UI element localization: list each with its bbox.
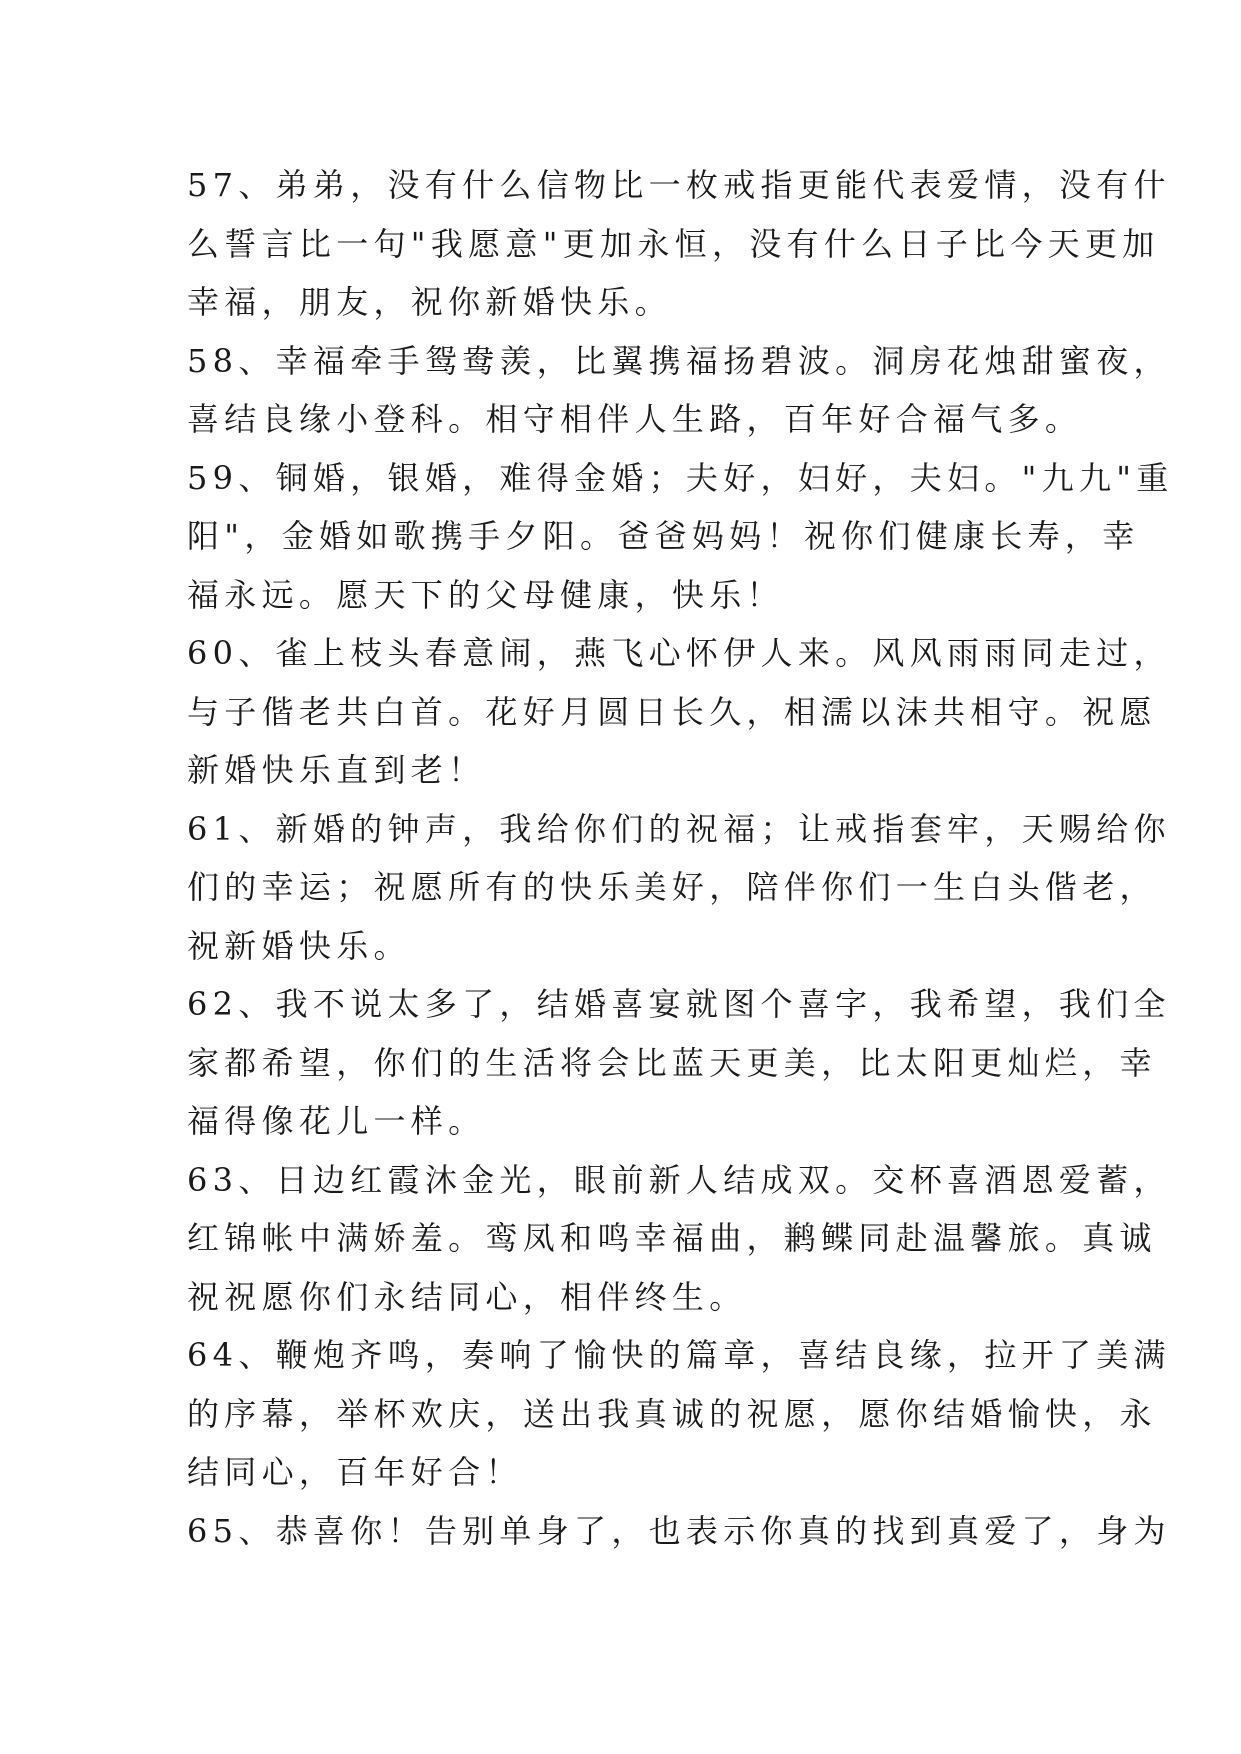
text-line: 祝新婚快乐。 [187,926,411,965]
document-body [187,156,1174,1560]
text-line: 64、鞭炮齐鸣，奏响了愉快的篇章，喜结良缘，拉开了美满 [187,1336,1171,1374]
text-line: 62、我不说太多了，结婚喜宴就图个喜字，我希望，我们全 [187,985,1171,1023]
text-line: 63、日边红霞沐金光，眼前新人结成双。交杯喜酒恩爱蓄， [187,1160,1171,1199]
text-line: 与子偕老共白首。花好月圆日长久，相濡以沫共相守。祝愿 [187,692,1157,731]
text-line: 的序幕，举杯欢庆，送出我真诚的祝愿，愿你结婚愉快，永 [187,1394,1157,1433]
text-line: 57、弟弟，没有什么信物比一枚戒指更能代表爱情，没有什 [187,166,1171,204]
text-line: 福永远。愿天下的父母健康，快乐！ [187,575,784,614]
text-line: 60、雀上枝头春意闹，燕飞心怀伊人来。风风雨雨同走过， [187,634,1171,672]
text-line: 福得像花儿一样。 [187,1102,486,1140]
paragraph-64 [187,1326,1171,1502]
text-line: 65、恭喜你！告别单身了，也表示你真的找到真爱了，身为 [187,1511,1171,1550]
text-line: 家都希望，你们的生活将会比蓝天更美，比太阳更灿烂，幸 [187,1043,1157,1082]
paragraph-59 [187,449,1174,625]
text-line: 61、新婚的钟声，我给你们的祝福；让戒指套牢，天赐给你 [187,809,1171,848]
paragraph-65 [187,1502,1171,1561]
paragraph-62 [187,975,1171,1151]
text-line: 红锦帐中满娇羞。鸾凤和鸣幸福曲，鹣鲽同赴温馨旅。真诚 [187,1219,1157,1257]
text-line: 58、幸福牵手鸳鸯羡，比翼携福扬碧波。洞房花烛甜蜜夜， [187,341,1171,380]
paragraph-60 [187,624,1171,800]
text-line: 阳"，金婚如歌携手夕阳。爸爸妈妈！祝你们健康长寿，幸 [187,517,1140,555]
paragraph-61 [187,800,1171,976]
paragraph-57 [187,156,1171,332]
text-line: 么誓言比一句"我愿意"更加永恒，没有什么日子比今天更加 [187,224,1160,263]
text-line: 幸福，朋友，祝你新婚快乐。 [187,283,672,321]
text-line: 59、铜婚，银婚，难得金婚；夫好，妇好，夫妇。"九九"重 [187,458,1174,497]
paragraph-58 [187,332,1171,449]
text-line: 们的幸运；祝愿所有的快乐美好，陪伴你们一生白头偕老， [187,868,1157,906]
text-line: 结同心，百年好合！ [187,1453,523,1491]
text-line: 祝祝愿你们永结同心，相伴终生。 [187,1277,747,1316]
text-line: 新婚快乐直到老！ [187,751,486,789]
text-line: 喜结良缘小登科。相守相伴人生路，百年好合福气多。 [187,400,1083,438]
paragraph-63 [187,1151,1171,1327]
